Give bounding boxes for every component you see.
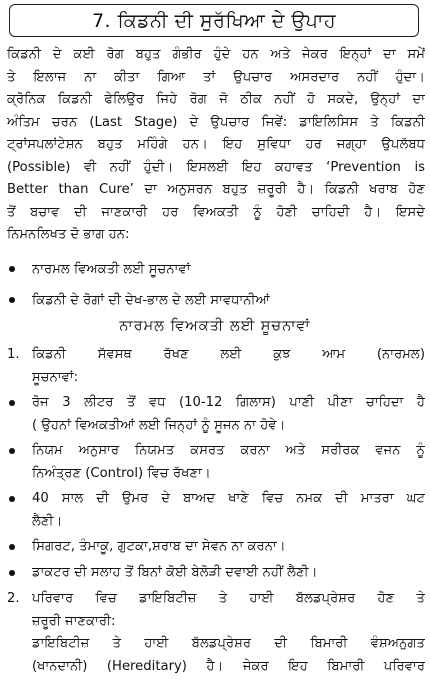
intro-line: ਕ੍ਰੋਨਿਕ ਕਿਡਨੀ ਫੇਲਿਉਰ ਜਿਹੇ ਰੋਗ ਜੋ ਠੀਕ ਨਹੀਂ ਹੋ ਸਕਦੇ, ਉਨ੍ਹਾਂ ਦਾ xyxy=(7,92,425,107)
parts-list xyxy=(7,259,425,320)
intro-line: Better than Cure’ ਦਾ ਅਨੁਸਰਨ ਬਹੁਤ ਜ਼ਰੂਰੀ ਹੈ। ਕਿਡਨੀ ਖਰਾਬ ਹੋਣ xyxy=(7,182,425,197)
intro-line: ਨਿਮਨਲਿਖਤ ਦੋ ਭਾਗ ਹਨ: xyxy=(7,227,130,242)
list-item xyxy=(7,488,425,533)
list-item-text: 40 ਸਾਲ ਦੀ ਉਮਰ ਦੇ ਬਾਅਦ ਖਾਣੇ ਵਿਚ ਨਮਕ ਦੀ ਮਾਤਰਾ ਘਟ xyxy=(32,491,425,506)
item-number: 2. xyxy=(7,591,20,606)
numbered-item-2 xyxy=(7,588,425,633)
intro-line: ਤੇ ਇਲਾਜ ਨਾ ਕੀਤਾ ਗਿਆ ਤਾਂ ਉਪਚਾਰ ਅਸਰਦਾਰ ਨਹੀਂ ਹੁੰਦਾ। xyxy=(7,69,425,85)
bullet-icon xyxy=(9,570,15,576)
list-item-text: ( ਉਹਨਾਂ ਵਿਅਕਤੀਆਂ ਲਈ ਜਿਨ੍ਹਾਂ ਨੂੰ ਸੂਜਨ ਨਾ ਹੋਵੇ। xyxy=(32,417,286,433)
list-item xyxy=(7,259,425,282)
bullet-icon xyxy=(9,266,15,272)
list-item-text: ਨਾਰਮਲ ਵਿਅਕਤੀ ਲਈ ਸੂਚਨਾਵਾਂ xyxy=(32,262,191,277)
page-title: 7. ਕਿਡਨੀ ਦੀ ਸੁਰੱਖਿਆ ਦੇ ਉਪਾਹ xyxy=(91,9,337,32)
item-line: ਜ਼ਰੂਰੀ ਜਾਣਕਾਰੀ: xyxy=(32,613,116,629)
list-item-text: ਕਿਡਨੀ ਦੇ ਰੋਗਾਂ ਦੀ ਦੇਖ-ਭਾਲ ਦੇ ਲਈ ਸਾਵਧਾਨੀਆਂ xyxy=(32,292,270,308)
intro-line: ਟ੍ਰਾਂਸਪਲਾਂਟੇਸ਼ਨ ਬਹੁਤ ਮਹਿੰਗੇ ਹਨ। ਇਹ ਸੁਵਿਧਾ ਹਰ ਜਗ੍ਹਾ ਉਪਲੱਬਧ xyxy=(7,137,425,152)
bullet-icon xyxy=(9,297,15,303)
list-item-text: ਨਿਅੰਤ੍ਰਣ (Control) ਵਿਚ ਰੱਖਣਾ। xyxy=(32,465,211,481)
item-line: ਪਰਿਵਾਰ ਵਿਚ ਡਾਇਬਿਟੀਜ਼ ਤੇ ਹਾਈ ਬੱਲਡਪ੍ਰੇਸ਼ਰ ਹੋਣ ਤੇ xyxy=(32,591,425,606)
title-box xyxy=(9,4,419,37)
item-line: ਸੂਚਨਾਵਾਂ: xyxy=(32,369,79,385)
item-paragraph xyxy=(7,633,425,678)
list-item xyxy=(7,536,425,559)
bullet-icon xyxy=(9,496,15,502)
item-line: ਕਿਡਨੀ ਸੱਵਸਥ ਰੱਖਣ ਲਈ ਕੁਝ ਆਮ (ਨਾਰਮਲ) xyxy=(32,347,425,362)
numbered-item-1 xyxy=(7,344,425,389)
section-heading: ਨਾਰਮਲ ਵਿਅਕਤੀ ਲਈ ਸੂਚਨਾਵਾਂ xyxy=(119,318,311,334)
paragraph-line: ਡਾਇਬਿਟੀਜ਼ ਤੇ ਹਾਈ ਬੱਲਡਪ੍ਰੇਸ਼ਰ ਦੀ ਬਿਮਾਰੀ ਵੰਸ਼ਅਨੁਗਤ xyxy=(32,636,425,651)
paragraph-line: (ਖਾਨਦਾਨੀ) (Hereditary) ਹੈ। ਜੇਕਰ ਇਹ ਬਿਮਾਰੀ ਪਰਿਵਾਰ xyxy=(32,658,425,674)
list-item-text: ਡਾਕਟਰ ਦੀ ਸਲਾਹ ਤੋਂ ਬਿਨਾਂ ਕੋਈ ਬੇਲੋੜੀ ਦਵਾਈ ਨਹੀਂ ਲੈਣੀ। xyxy=(32,564,318,580)
list-item-text: ਲੈਣੀ। xyxy=(32,513,63,529)
list-item-text: ਨਿਯਮ ਅਨੁਸਾਰ ਨਿਯਮਤ ਕਸਰਤ ਕਰਨਾ ਅਤੇ ਸਰੀਰਕ ਵਜਨ ਨੂੰ xyxy=(32,443,425,458)
list-item xyxy=(7,290,425,313)
intro-line: ਕਿਡਨੀ ਦੇ ਕਈ ਰੋਗ ਬਹੁਤ ਗੰਭੀਰ ਹੁੰਦੇ ਹਨ ਅਤੇ ਜੇਕਰ ਇਨ੍ਹਾਂ ਦਾ ਸਮੇਂ xyxy=(7,47,425,62)
item-number: 1. xyxy=(7,347,20,362)
list-item xyxy=(7,440,425,485)
list-item-text: ਸਿਗਰਟ, ਤੰਮਾਕੂ, ਗੁਟਕਾ,ਸ਼ਰਾਬ ਦਾ ਸੇਵਨ ਨਾ ਕਰਨਾ। xyxy=(32,539,286,554)
intro-paragraph xyxy=(7,44,425,247)
bullet-icon xyxy=(9,544,15,550)
numbered-list xyxy=(7,344,425,678)
list-item xyxy=(7,562,425,585)
intro-line: ਤੋਂ ਬਚਾਵ ਦੀ ਜਾਣਕਾਰੀ ਹਰ ਵਿਅਕਤੀ ਨੂੰ ਹੋਣੀ ਚਾਹਿਦੀ ਹੈ। ਇਸਦੇ xyxy=(7,204,425,220)
intro-line: ਅੰਤਿਮ ਚਰਨ (Last Stage) ਦੇ ਉਪਚਾਰ ਜਿਵੇਂ: ਡਾਇਲਿਸਿਸ ਤੇ ਕਿਡਨੀ xyxy=(7,114,425,130)
list-item-text: ਰੋਜ 3 ਲੀਟਰ ਤੋਂ ਵਧ (10-12 ਗਿਲਾਸ) ਪਾਣੀ ਪੀਣਾ ਚਾਹਿਦਾ ਹੈ xyxy=(32,395,425,410)
list-item xyxy=(7,392,425,437)
bullet-icon xyxy=(9,448,15,454)
bullet-icon xyxy=(9,400,15,406)
intro-line: (Possible) ਵੀ ਨਹੀਂ ਹੁੰਦੀ। ਇਸਲਈ ਇਹ ਕਹਾਵਤ ‘Prevention is xyxy=(7,159,425,175)
